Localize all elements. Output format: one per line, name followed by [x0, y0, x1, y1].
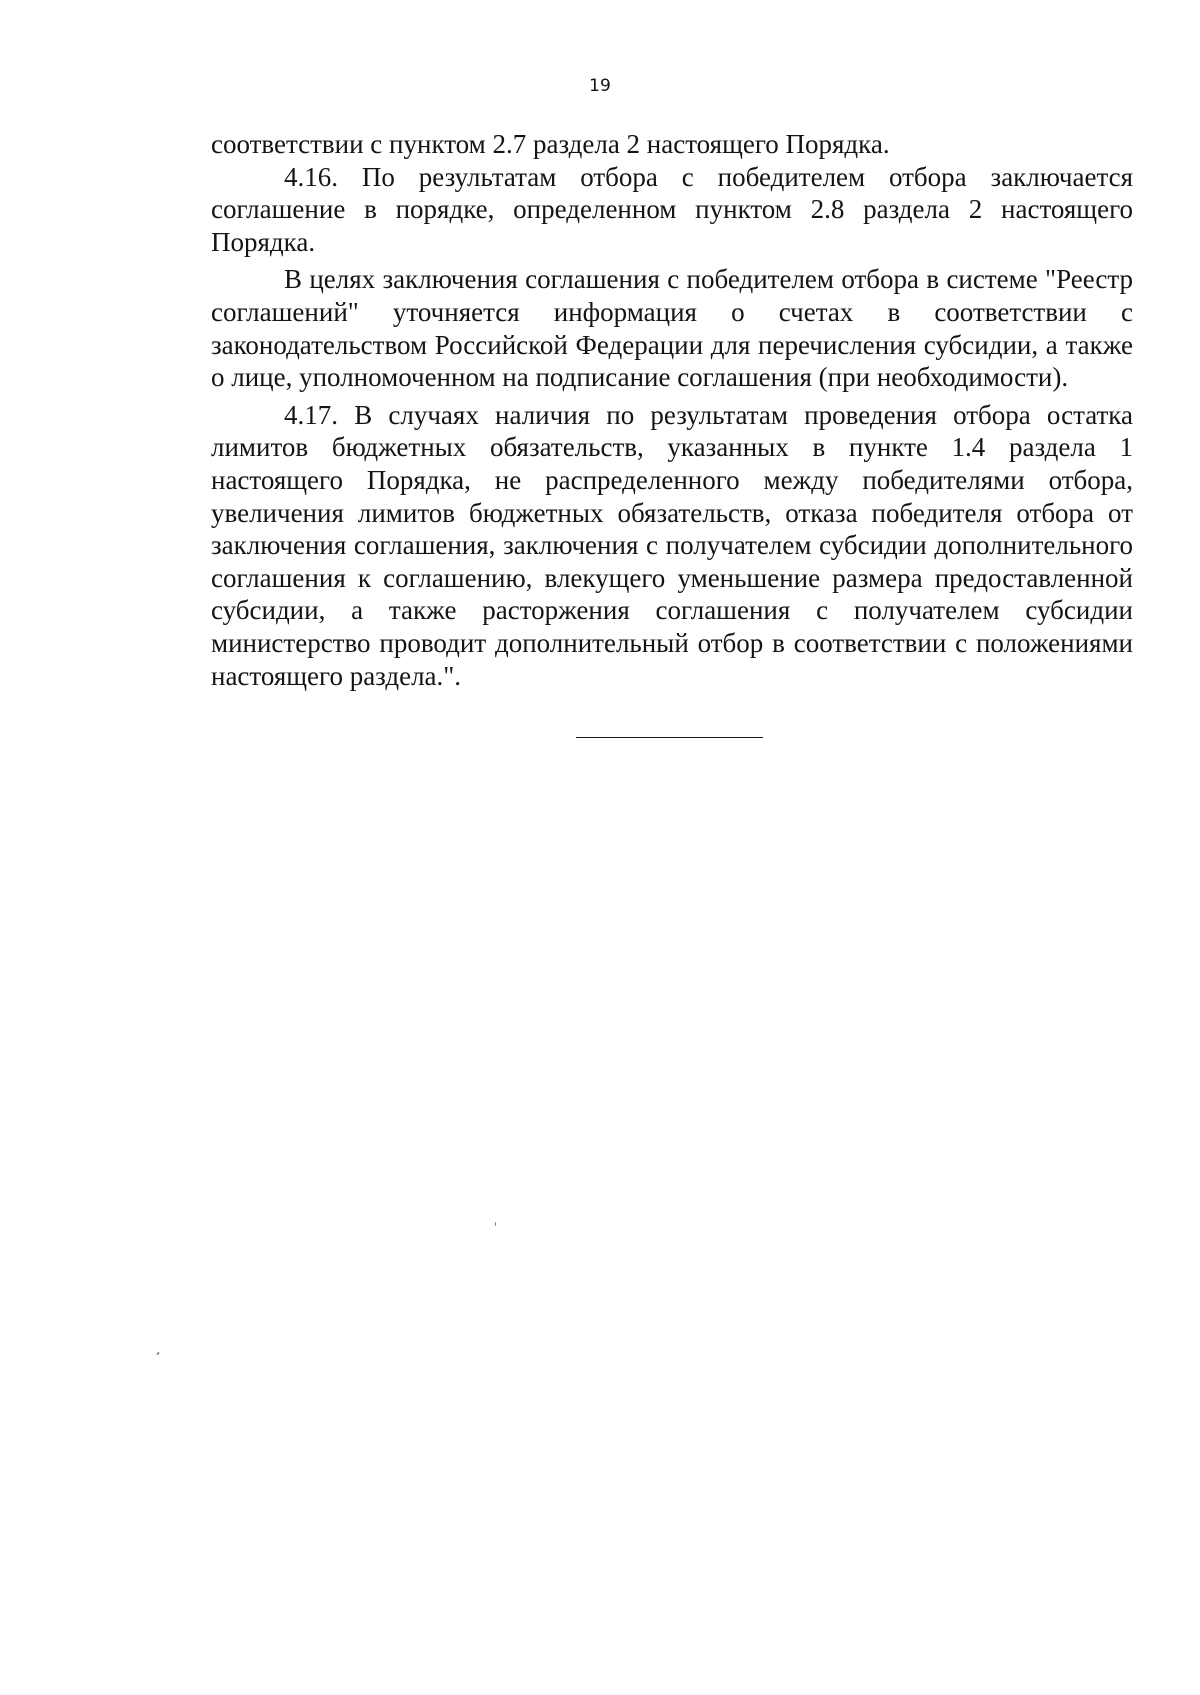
scan-speck	[495, 1222, 496, 1226]
scan-speck	[156, 1352, 159, 1356]
paragraph-4-17: 4.17. В случаях наличия по результатам проведения отбора остатка лимитов бюджетных обязательств, указанных в пункте 1.4 раздела 1 настоящего Порядка, не распределенного между победителями отбора, увеличения лимитов бюджетных обязательств, отказа победителя отбора от заключения соглашения, заключения с получателем субсидии дополнительного соглашения к соглашению, влекущего уменьшение размера предоставленной субсидии, а также расторжения соглашения с получателем субсидии министерство проводит дополнительный отбор в соответствии с положениями настоящего раздела.".	[211, 399, 1133, 691]
paragraph-4-16: 4.16. По результатам отбора с победителем отбора заключается соглашение в порядке, определенном пунктом 2.8 раздела 2 настоящего Порядка.	[211, 161, 1133, 257]
end-of-text-rule	[576, 737, 763, 738]
page-number: 19	[589, 76, 611, 96]
paragraph-continuation: соответствии с пунктом 2.7 раздела 2 настоящего Порядка.	[211, 129, 890, 159]
document-body	[211, 128, 1133, 692]
paragraph-agreement-registry: В целях заключения соглашения с победителем отбора в системе "Реестр соглашений" уточняется информация о счетах в соответствии с законодательством Российской Федерации для перечисления субсидии, а также о лице, уполномоченном на подписание соглашения (при необходимости).	[211, 264, 1133, 393]
